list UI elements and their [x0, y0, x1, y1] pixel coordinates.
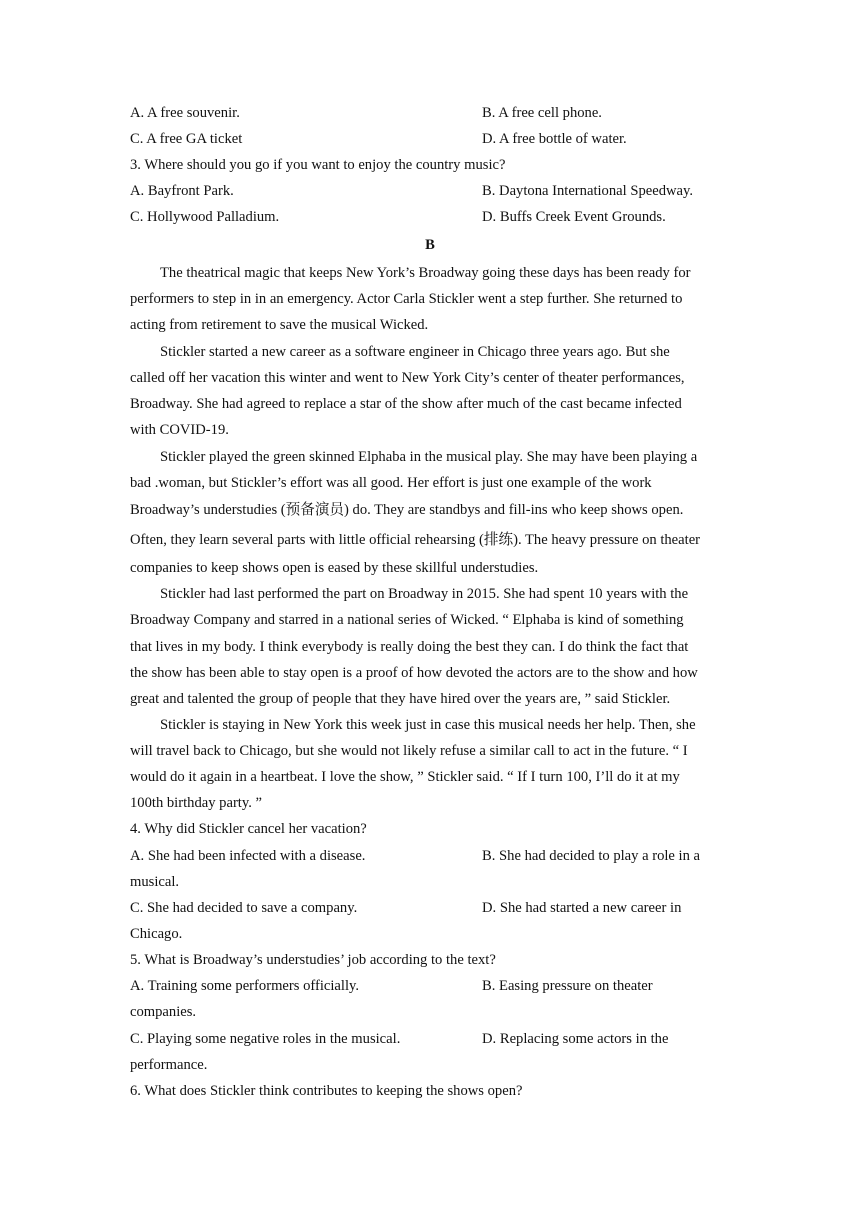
q5-option-a: A. Training some performers officially. — [130, 978, 360, 994]
q5-question: 5. What is Broadway’s understudies’ job according to the text? — [130, 952, 496, 968]
q2-option-a: A. A free souvenir. — [130, 105, 240, 121]
passage-line: The theatrical magic that keeps New York’s Broadway going these days has been ready for — [160, 265, 691, 281]
q3-option-c: C. Hollywood Palladium. — [130, 209, 280, 225]
passage-line: performers to step in in an emergency. Actor Carla Stickler went a step further. She returned to — [130, 291, 683, 307]
passage-line: great and talented the group of people that they have hired over the years are, ” said Stickler. — [130, 691, 671, 707]
q5-option-b: B. Easing pressure on theater — [482, 978, 653, 994]
q4-option-d-continued: Chicago. — [130, 926, 183, 942]
q4-option-d: D. She had started a new career in — [482, 900, 682, 916]
q5-option-b-continued: companies. — [130, 1004, 197, 1020]
q4-option-b: B. She had decided to play a role in a — [482, 848, 701, 864]
q4-option-a: A. She had been infected with a disease. — [130, 848, 366, 864]
passage-line: Broadway Company and starred in a national series of Wicked. “ Elphaba is kind of something — [130, 612, 684, 628]
q4-question: 4. Why did Stickler cancel her vacation? — [130, 821, 367, 837]
q2-option-d: D. A free bottle of water. — [482, 131, 627, 147]
section-heading: B — [425, 237, 435, 253]
passage-line: bad .woman, but Stickler’s effort was all good. Her effort is just one example of the work — [130, 475, 652, 491]
passage-line: Stickler is staying in New York this week just in case this musical needs her help. Then, she — [160, 717, 696, 733]
passage-line: that lives in my body. I think everybody is really doing the best they can. I do think the fact that — [130, 639, 689, 655]
q3-option-a: A. Bayfront Park. — [130, 183, 234, 199]
passage-line: Broadway’s understudies (预备演员) do. They are standbys and fill-ins who keep shows open. — [130, 502, 684, 518]
q4-option-c: C. She had decided to save a company. — [130, 900, 358, 916]
passage-line: will travel back to Chicago, but she would not likely refuse a similar call to act in the future. “ I — [130, 743, 688, 759]
q2-option-b: B. A free cell phone. — [482, 105, 602, 121]
passage-line: called off her vacation this winter and went to New York City’s center of theater performances, — [130, 370, 685, 386]
passage-line: Often, they learn several parts with little official rehearsing (排练). The heavy pressure on theater — [130, 532, 701, 548]
q5-option-d: D. Replacing some actors in the — [482, 1031, 669, 1047]
q5-option-c: C. Playing some negative roles in the musical. — [130, 1031, 401, 1047]
passage-line: acting from retirement to save the musical Wicked. — [130, 317, 429, 333]
passage-line: Broadway. She had agreed to replace a star of the show after much of the cast became infected — [130, 396, 682, 412]
passage-line: Stickler played the green skinned Elphaba in the musical play. She may have been playing a — [160, 449, 698, 465]
passage-line: with COVID-19. — [130, 422, 229, 438]
passage-line: would do it again in a heartbeat. I love the show, ” Stickler said. “ If I turn 100, I’ll do it at my — [130, 769, 680, 785]
q4-option-b-continued: musical. — [130, 874, 180, 890]
passage-line: 100th birthday party. ” — [130, 795, 262, 811]
q3-option-b: B. Daytona International Speedway. — [482, 183, 694, 199]
passage-line: companies to keep shows open is eased by these skillful understudies. — [130, 560, 539, 576]
q6-question: 6. What does Stickler think contributes to keeping the shows open? — [130, 1083, 523, 1099]
q2-option-c: C. A free GA ticket — [130, 131, 243, 147]
passage-line: Stickler started a new career as a software engineer in Chicago three years ago. But she — [160, 344, 670, 360]
passage-line: the show has been able to stay open is a proof of how devoted the actors are to the show and how — [130, 665, 698, 681]
passage-line: Stickler had last performed the part on Broadway in 2015. She had spent 10 years with the — [160, 586, 689, 602]
q3-option-d: D. Buffs Creek Event Grounds. — [482, 209, 666, 225]
q5-option-d-continued: performance. — [130, 1057, 208, 1073]
q3-question: 3. Where should you go if you want to enjoy the country music? — [130, 157, 506, 173]
